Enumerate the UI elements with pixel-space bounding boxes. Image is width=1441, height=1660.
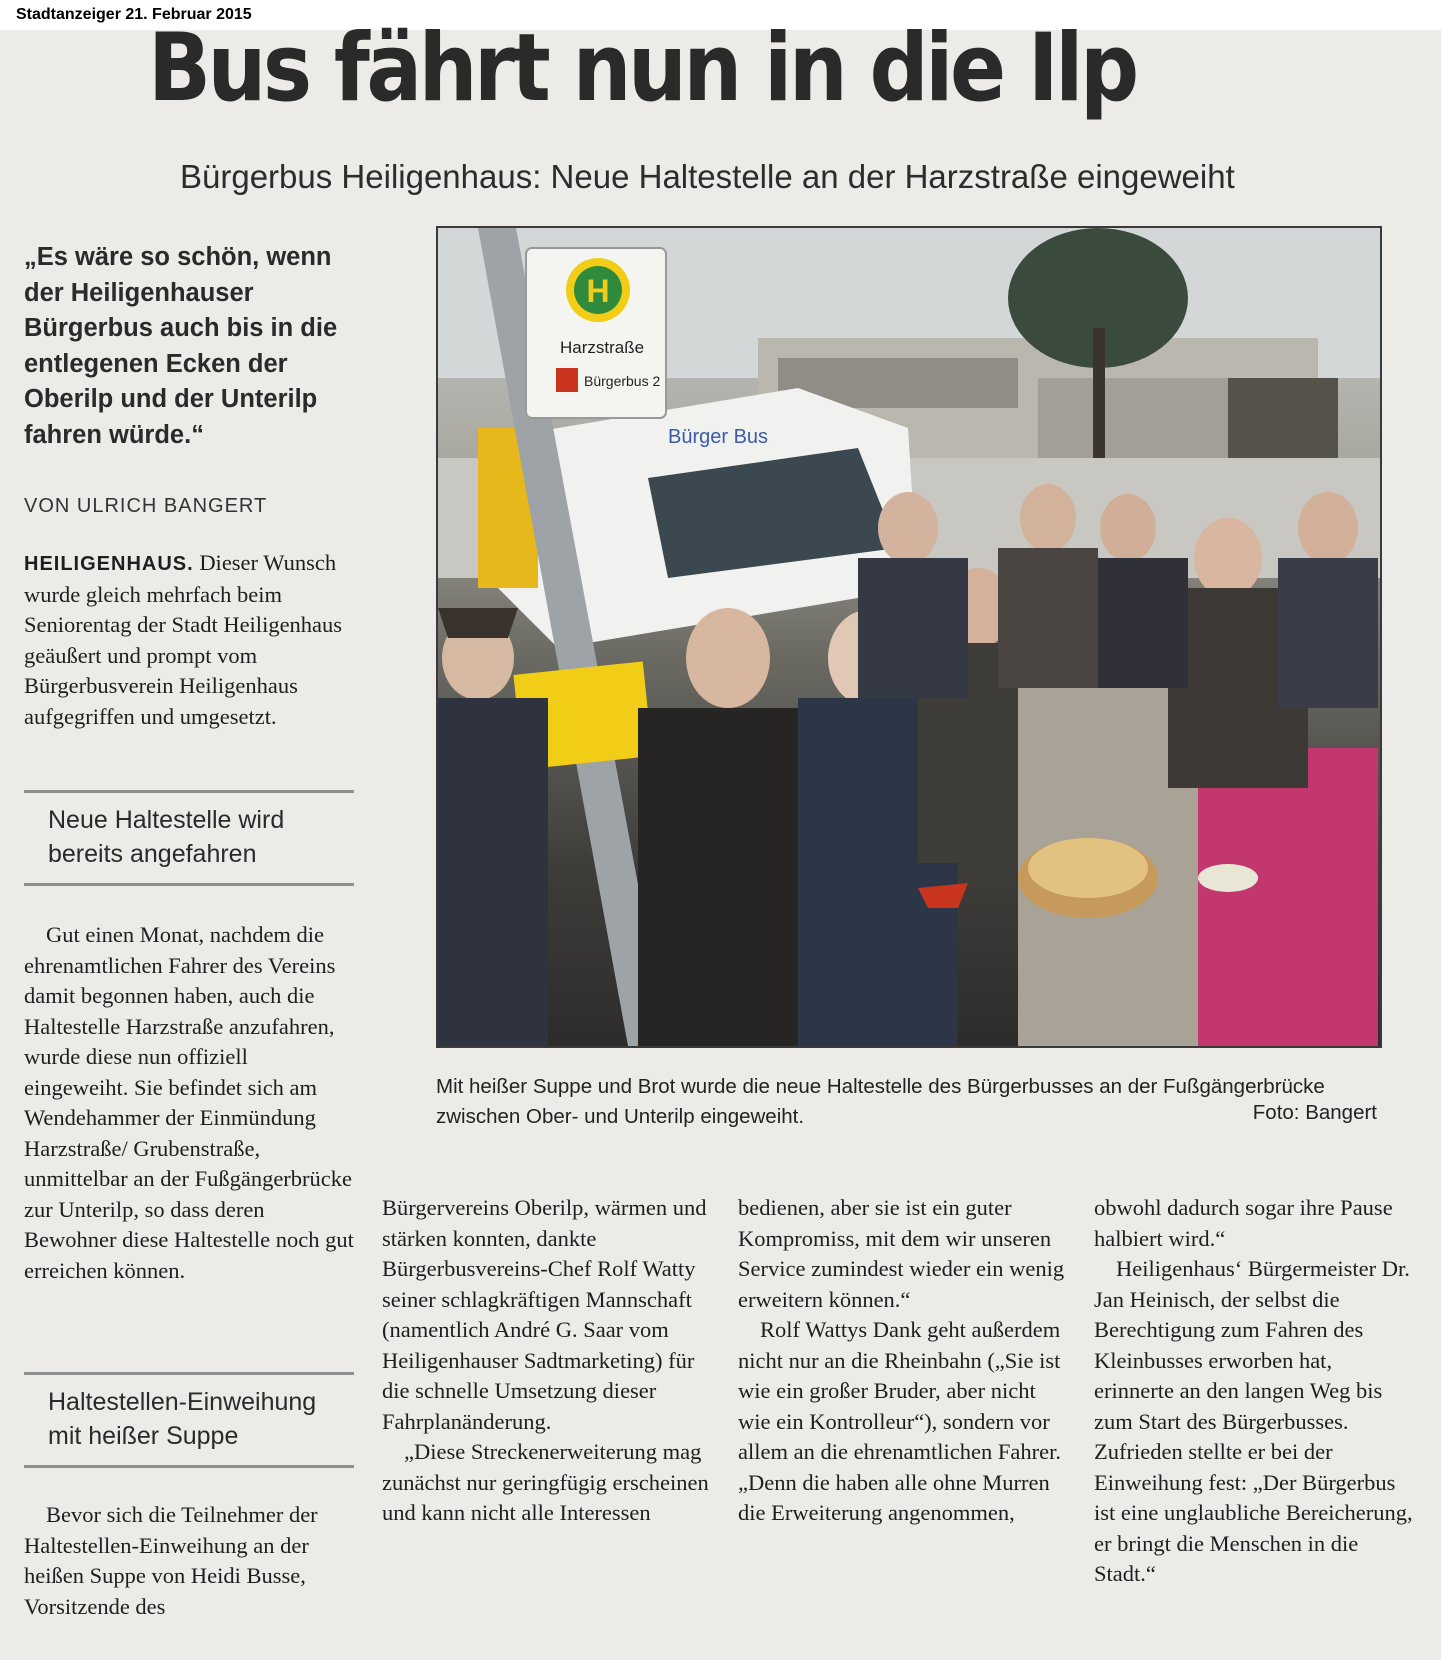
article-column-3 (738, 1193, 1068, 1529)
subhead-1: Neue Haltestelle wird bereits angefahren (24, 790, 354, 886)
article-column-4 (1094, 1193, 1414, 1590)
subheadline: Bürgerbus Heiligenhaus: Neue Haltestelle an der Harzstraße eingeweiht (180, 158, 1235, 195)
bus-lettering: Bürger Bus (668, 426, 769, 448)
paragraph-1: Gut einen Monat, nachdem die ehrenamtlichen Fahrer des Vereins damit begonnen haben, auch die Haltestelle Harzstraße anzufahren, wurde diese nun offiziell eingeweiht. Sie befindet sich am Wendehammer der Einmündung Harzstraße/ Grubenstraße, unmittelbar an der Fußgängerbrücke zur Unterilp, so dass deren Bewohner diese Haltestelle noch gut erreichen können. (24, 922, 354, 1283)
stop-sign-line: Bürgerbus 2 (584, 373, 661, 389)
column-3-paragraph-1: bedienen, aber sie ist ein guter Kompromiss, mit dem wir unseren Service zumindest wieder ein wenig erweitern können.“ (738, 1195, 1065, 1312)
column-2-paragraph-1: Bürgervereins Oberilp, wärmen und stärken konnten, dankte Bürgerbusvereins-Chef Rolf Watty seiner schlagkräftigen Mannschaft (namentlich André G. Saar vom Heiligenhauser Sadtmarketing) für die schnelle Umsetzung dieser Fahrplanänderung. (382, 1195, 707, 1434)
stop-sign-street: Harzstraße (560, 338, 645, 357)
column-3-paragraph-2: Rolf Wattys Dank geht außerdem nicht nur an die Rheinbahn („Sie ist wie ein großer Bruder, aber nicht wie ein Kontrolleur“), sondern vor allem an die ehrenamtlichen Fahrer. „Denn die haben alle ohne Murren die Erweiterung angenommen, (738, 1317, 1061, 1525)
article-column-1 (24, 920, 354, 1286)
subhead-2: Haltestellen-Einweihung mit heißer Suppe (24, 1372, 354, 1468)
byline: VON ULRICH BANGERT (24, 495, 268, 517)
intro-text: Dieser Wunsch wurde gleich mehrfach beim Seniorentag der Stadt Heiligenhaus geäußert und prompt vom Bürgerbusverein Heiligenhaus aufgegriffen und umgesetzt. (24, 550, 343, 729)
source-line: Stadtanzeiger 21. Februar 2015 (16, 6, 252, 23)
photo-caption: Mit heißer Suppe und Brot wurde die neue Haltestelle des Bürgerbusses an der Fußgängerbrücke zwischen Ober- und Unterilp eingeweiht. (436, 1075, 1325, 1128)
column-2-paragraph-2: „Diese Streckenerweiterung mag zunächst nur geringfügig erscheinen und kann nicht alle Interessen (382, 1439, 709, 1525)
dateline: HEILIGENHAUS. (24, 553, 194, 575)
headline: Bus fährt nun in die Ilp (148, 14, 1136, 123)
intro-paragraph (24, 548, 354, 732)
stop-h-symbol: H (586, 273, 610, 309)
article-photo (436, 226, 1382, 1048)
column-4-paragraph-2: Heiligenhaus‘ Bürgermeister Dr. Jan Heinisch, der selbst die Berechtigung zum Fahren des Kleinbusses erworben hat, erinnerte an den langen Weg bis zum Start des Bürgerbusses. Zufrieden stellte er bei der Einweihung fest: „Der Bürgerbus ist eine unglaubliche Bereicherung, er bringt die Menschen in die Stadt.“ (1094, 1256, 1413, 1586)
column-4-paragraph-1: obwohl dadurch sogar ihre Pause halbiert wird.“ (1094, 1195, 1393, 1251)
pull-quote: „Es wäre so schön, wenn der Heiligenhauser Bürgerbus auch bis in die entlegenen Ecken der Oberilp und der Unterilp fahren würde.“ (24, 243, 338, 449)
photo-scene (438, 228, 1380, 1046)
article-column-2 (382, 1193, 712, 1529)
photo-credit: Foto: Bangert (1252, 1101, 1377, 1124)
article-column-1b (24, 1500, 354, 1622)
paragraph-2: Bevor sich die Teilnehmer der Haltestellen-Einweihung an der heißen Suppe von Heidi Busse, Vorsitzende des (24, 1502, 318, 1619)
